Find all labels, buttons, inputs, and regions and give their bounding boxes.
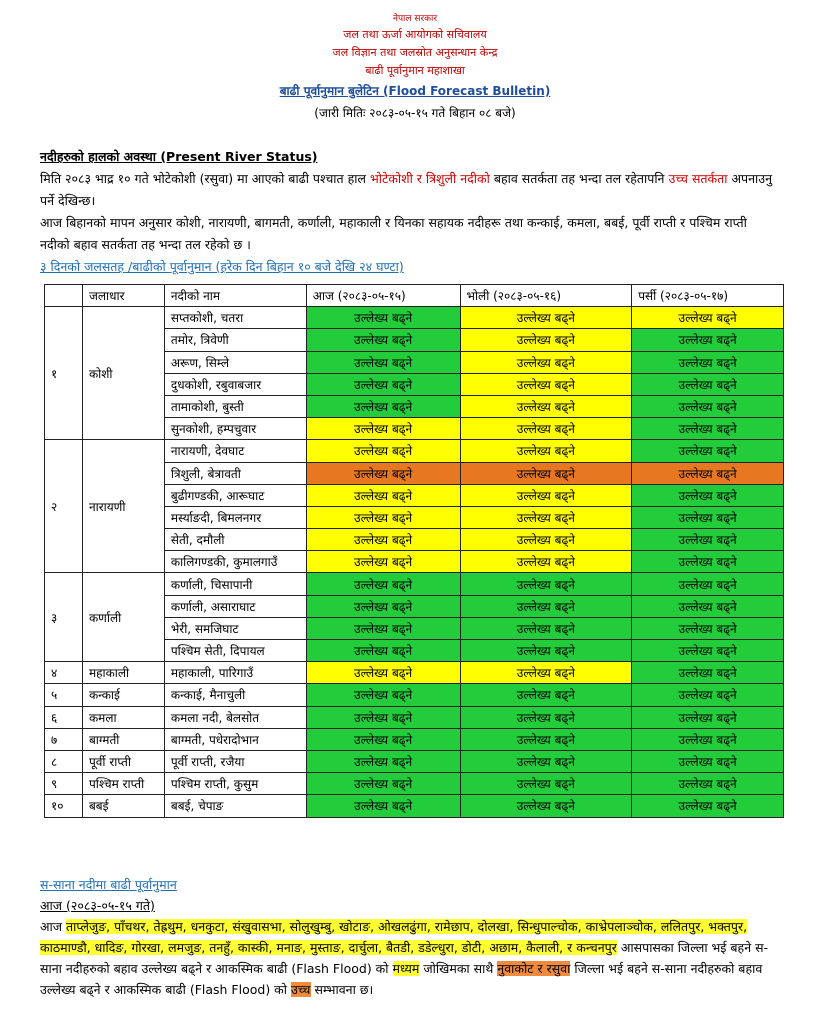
table-row <box>45 662 784 684</box>
bulletin-header <box>0 12 830 122</box>
sr-text-b: आसपासका जिल्ला भई बहने स-साना नदीहरुको बहाव उल्लेख्य बढ्ने र आकस्मिक बाढी (Flash Flood) को <box>40 940 769 976</box>
forecast-cell: उल्लेख्य बढ्ने <box>306 484 460 506</box>
basin-number: २ <box>45 440 83 573</box>
forecast-cell: उल्लेख्य बढ्ने <box>460 773 632 795</box>
forecast-cell: उल्लेख्य बढ्ने <box>306 529 460 551</box>
forecast-cell: उल्लेख्य बढ्ने <box>460 351 632 373</box>
river-name: पश्चिम सेती, दिपायल <box>164 640 306 662</box>
basin-number: १ <box>45 307 83 440</box>
small-rivers-text <box>40 916 780 1000</box>
forecast-cell: उल्लेख्य बढ्ने <box>632 484 784 506</box>
forecast-cell: उल्लेख्य बढ्ने <box>460 529 632 551</box>
forecast-cell: उल्लेख्य बढ्ने <box>460 506 632 528</box>
table-row <box>45 773 784 795</box>
river-name: पूर्वी राप्ती, रजैया <box>164 750 306 772</box>
small-rivers-subheading: आज (२०८३-०५-१५ गते) <box>40 898 155 913</box>
forecast-table <box>44 284 784 818</box>
header-cell-basin: जलाधार <box>82 285 164 307</box>
ministry-label: जल तथा ऊर्जा आयोगको सचिवालय <box>343 28 487 41</box>
header-cell-river: नदीको नाम <box>164 285 306 307</box>
river-name: कर्णाली, चिसापानी <box>164 573 306 595</box>
small-rivers-heading: स-साना नदीमा बाढी पूर्वानुमान <box>40 877 177 892</box>
forecast-cell: उल्लेख्य बढ्ने <box>632 662 784 684</box>
basin-name: बाग्मती <box>82 728 164 750</box>
basin-number: ६ <box>45 706 83 728</box>
forecast-cell: उल्लेख्य बढ्ने <box>306 773 460 795</box>
basin-name: कमला <box>82 706 164 728</box>
department-label: जल विज्ञान तथा जलस्रोत अनुसन्धान केन्द्र <box>332 46 498 59</box>
river-status-section <box>40 146 780 278</box>
forecast-table-header <box>45 285 784 307</box>
forecast-cell: उल्लेख्य बढ्ने <box>632 440 784 462</box>
forecast-cell: उल्लेख्य बढ्ने <box>632 373 784 395</box>
section-label: बाढी पूर्वानुमान महाशाखा <box>365 64 465 77</box>
forecast-cell: उल्लेख्य बढ्ने <box>632 617 784 639</box>
forecast-cell: उल्लेख्य बढ्ने <box>306 573 460 595</box>
table-row <box>45 728 784 750</box>
forecast-cell: उल्लेख्य बढ्ने <box>460 595 632 617</box>
forecast-cell: उल्लेख्य बढ्ने <box>632 307 784 329</box>
forecast-cell: उल्लेख्य बढ्ने <box>460 640 632 662</box>
forecast-cell: उल्लेख्य बढ्ने <box>306 795 460 817</box>
basin-name: बबई <box>82 795 164 817</box>
forecast-cell: उल्लेख्य बढ्ने <box>306 307 460 329</box>
basin-number: ३ <box>45 573 83 662</box>
p1-text-a: मिति २०८३ भाद्र १० गते भोटेकोशी (रसुवा) मा आएको बाढी पश्चात हाल <box>40 171 370 186</box>
p1-text-c: अपनाउनु पर्ने देखिन्छ। <box>40 171 773 208</box>
sr-districts-high: नुवाकोट र रसुवा <box>497 961 571 976</box>
forecast-cell: उल्लेख्य बढ्ने <box>460 728 632 750</box>
forecast-cell: उल्लेख्य बढ्ने <box>460 617 632 639</box>
p1-highlight-rivers: भोटेकोशी र त्रिशुली नदीको <box>369 171 490 186</box>
river-name: सुनकोशी, हम्पचुवार <box>164 418 306 440</box>
river-name: तमोर, त्रिवेणी <box>164 329 306 351</box>
forecast-cell: उल्लेख्य बढ्ने <box>306 706 460 728</box>
forecast-cell: उल्लेख्य बढ्ने <box>306 595 460 617</box>
table-row <box>45 750 784 772</box>
river-name: तामाकोशी, बुस्ती <box>164 395 306 417</box>
river-name: नारायणी, देवघाट <box>164 440 306 462</box>
p1-text-b: बहाव सतर्कता तह भन्दा तल रहेतापनि <box>489 171 669 186</box>
forecast-cell: उल्लेख्य बढ्ने <box>632 529 784 551</box>
forecast-cell: उल्लेख्य बढ्ने <box>632 640 784 662</box>
bulletin-title: बाढी पूर्वानुमान बुलेटिन (Flood Forecast Bulletin) <box>279 84 551 98</box>
river-name: बबई, चेपाङ <box>164 795 306 817</box>
forecast-cell: उल्लेख्य बढ्ने <box>306 662 460 684</box>
forecast-cell: उल्लेख्य बढ्ने <box>306 551 460 573</box>
forecast-cell: उल्लेख्य बढ्ने <box>632 795 784 817</box>
sr-districts-medium: ताप्लेजुङ, पाँचथर, तेह्रथुम, धनकुटा, संखुवासभा, सोलुखुम्बु, खोटाङ, ओखलढुंगा, रामेछाप, दोलखा, सिन्धुपाल्चोक, काभ्रेपलाञ्चोक, ललितपुर, भक्तपुर, काठमाण्डौ, धादिङ, गोरखा, लमजुङ, तनहुँ, कास्की, मनाङ, मुस्ताङ, दार्चुला, बैतडी, डडेल्धुरा, डोटी, अछाम, कैलाली, र कन्चनपुर <box>40 919 748 955</box>
header-cell-tomorrow: भोली (२०८३-०५-१६) <box>460 285 632 307</box>
sr-risk-high: उच्च <box>290 982 311 997</box>
forecast-cell: उल्लेख्य बढ्ने <box>460 484 632 506</box>
river-name: महाकाली, पारिगाउँ <box>164 662 306 684</box>
river-name: सप्तकोशी, चतरा <box>164 307 306 329</box>
forecast-cell: उल्लेख्य बढ्ने <box>632 506 784 528</box>
forecast-cell: उल्लेख्य बढ्ने <box>460 684 632 706</box>
forecast-cell: उल्लेख्य बढ्ने <box>460 573 632 595</box>
p1-highlight-alert: उच्च सतर्कता <box>668 171 728 186</box>
forecast-cell: उल्लेख्य बढ्ने <box>460 395 632 417</box>
river-name: दुधकोशी, रबुवाबजार <box>164 373 306 395</box>
river-status-paragraph-2: आज बिहानको मापन अनुसार कोशी, नारायणी, बागमती, कर्णाली, महाकाली र यिनका सहायक नदीहरू तथा कन्काई, कमला, बबई, पूर्वी राप्ती र पश्चिम राप्ती नदीको बहाव सतर्कता तह भन्दा तल रहेको छ । <box>40 215 747 252</box>
river-name: बाग्मती, पधेरादोभान <box>164 728 306 750</box>
forecast-cell: उल्लेख्य बढ्ने <box>632 728 784 750</box>
forecast-cell: उल्लेख्य बढ्ने <box>306 418 460 440</box>
small-rivers-section <box>40 874 780 1000</box>
forecast-cell: उल्लेख्य बढ्ने <box>632 595 784 617</box>
forecast-cell: उल्लेख्य बढ्ने <box>306 617 460 639</box>
river-name: कन्काई, मैनाचुली <box>164 684 306 706</box>
forecast-table-body <box>45 307 784 817</box>
forecast-cell: उल्लेख्य बढ्ने <box>306 684 460 706</box>
sr-risk-medium: मध्यम <box>392 961 420 976</box>
forecast-cell: उल्लेख्य बढ्ने <box>460 750 632 772</box>
header-cell-today: आज (२०८३-०५-१५) <box>306 285 460 307</box>
sr-text-e: सम्भावना छ। <box>310 982 374 997</box>
forecast-cell: उल्लेख्य बढ्ने <box>306 351 460 373</box>
forecast-cell: उल्लेख्य बढ्ने <box>306 440 460 462</box>
issued-date: (जारी मितिः २०८३-०५-१५ गते बिहान ०८ बजे) <box>314 106 516 120</box>
river-name: त्रिशुली, बेत्रावती <box>164 462 306 484</box>
river-name: सेती, दमौली <box>164 529 306 551</box>
table-row <box>45 795 784 817</box>
river-status-heading: नदीहरुको हालको अवस्था (Present River Status) <box>40 149 318 164</box>
sr-text-a: आज <box>40 919 67 934</box>
table-row <box>45 440 784 462</box>
forecast-cell: उल्लेख्य बढ्ने <box>632 418 784 440</box>
basin-number: ५ <box>45 684 83 706</box>
forecast-cell: उल्लेख्य बढ्ने <box>306 329 460 351</box>
forecast-cell: उल्लेख्य बढ्ने <box>632 329 784 351</box>
basin-number: ८ <box>45 750 83 772</box>
forecast-cell: उल्लेख्य बढ्ने <box>632 750 784 772</box>
forecast-cell: उल्लेख्य बढ्ने <box>632 462 784 484</box>
table-row <box>45 684 784 706</box>
forecast-cell: उल्लेख्य बढ्ने <box>306 728 460 750</box>
table-row <box>45 573 784 595</box>
river-status-paragraph-1 <box>40 168 780 212</box>
forecast-cell: उल्लेख्य बढ्ने <box>460 462 632 484</box>
basin-name: कर्णाली <box>82 573 164 662</box>
forecast-cell: उल्लेख्य बढ्ने <box>632 706 784 728</box>
forecast-cell: उल्लेख्य बढ्ने <box>460 373 632 395</box>
sr-text-c: जोखिमका साथै <box>419 961 498 976</box>
sr-text-d: जिल्ला भई बहने स-साना नदीहरुको बहाव उल्लेख्य बढ्ने र आकस्मिक बाढी (Flash Flood) को <box>40 961 763 997</box>
forecast-cell: उल्लेख्य बढ्ने <box>460 551 632 573</box>
forecast-cell: उल्लेख्य बढ्ने <box>460 329 632 351</box>
basin-name: महाकाली <box>82 662 164 684</box>
table-row <box>45 307 784 329</box>
river-name: भेरी, समजिघाट <box>164 617 306 639</box>
river-name: मर्स्याङदी, बिमलनगर <box>164 506 306 528</box>
forecast-heading: ३ दिनको जलसतह /बाढीको पूर्वानुमान (हरेक दिन बिहान १० बजे देखि २४ घण्टा) <box>40 259 404 274</box>
forecast-cell: उल्लेख्य बढ्ने <box>632 551 784 573</box>
river-name: पश्चिम राप्ती, कुसुम <box>164 773 306 795</box>
govt-label: नेपाल सरकार <box>392 14 438 24</box>
basin-name: कन्काई <box>82 684 164 706</box>
forecast-cell: उल्लेख्य बढ्ने <box>632 395 784 417</box>
forecast-cell: उल्लेख्य बढ्ने <box>306 506 460 528</box>
river-name: कालिगण्डकी, कुमालगाउँ <box>164 551 306 573</box>
header-cell-num <box>45 285 83 307</box>
forecast-cell: उल्लेख्य बढ्ने <box>306 373 460 395</box>
basin-number: ९ <box>45 773 83 795</box>
forecast-cell: उल्लेख्य बढ्ने <box>460 706 632 728</box>
river-name: बुढीगण्डकी, आरूघाट <box>164 484 306 506</box>
basin-number: ७ <box>45 728 83 750</box>
forecast-cell: उल्लेख्य बढ्ने <box>632 684 784 706</box>
forecast-cell: उल्लेख्य बढ्ने <box>306 395 460 417</box>
basin-number: १० <box>45 795 83 817</box>
forecast-cell: उल्लेख्य बढ्ने <box>460 795 632 817</box>
forecast-cell: उल्लेख्य बढ्ने <box>306 640 460 662</box>
basin-number: ४ <box>45 662 83 684</box>
header-cell-day-after: पर्सी (२०८३-०५-१७) <box>632 285 784 307</box>
forecast-cell: उल्लेख्य बढ्ने <box>632 773 784 795</box>
river-name: कमला नदी, बेलसोत <box>164 706 306 728</box>
forecast-cell: उल्लेख्य बढ्ने <box>632 573 784 595</box>
forecast-cell: उल्लेख्य बढ्ने <box>460 307 632 329</box>
river-name: कर्णाली, असाराघाट <box>164 595 306 617</box>
forecast-cell: उल्लेख्य बढ्ने <box>632 351 784 373</box>
river-name: अरूण, सिम्ले <box>164 351 306 373</box>
forecast-cell: उल्लेख्य बढ्ने <box>460 662 632 684</box>
table-row <box>45 706 784 728</box>
forecast-cell: उल्लेख्य बढ्ने <box>460 440 632 462</box>
basin-name: नारायणी <box>82 440 164 573</box>
basin-name: कोशी <box>82 307 164 440</box>
forecast-cell: उल्लेख्य बढ्ने <box>460 418 632 440</box>
basin-name: पश्चिम राप्ती <box>82 773 164 795</box>
forecast-cell: उल्लेख्य बढ्ने <box>306 750 460 772</box>
forecast-cell: उल्लेख्य बढ्ने <box>306 462 460 484</box>
basin-name: पूर्वी राप्ती <box>82 750 164 772</box>
